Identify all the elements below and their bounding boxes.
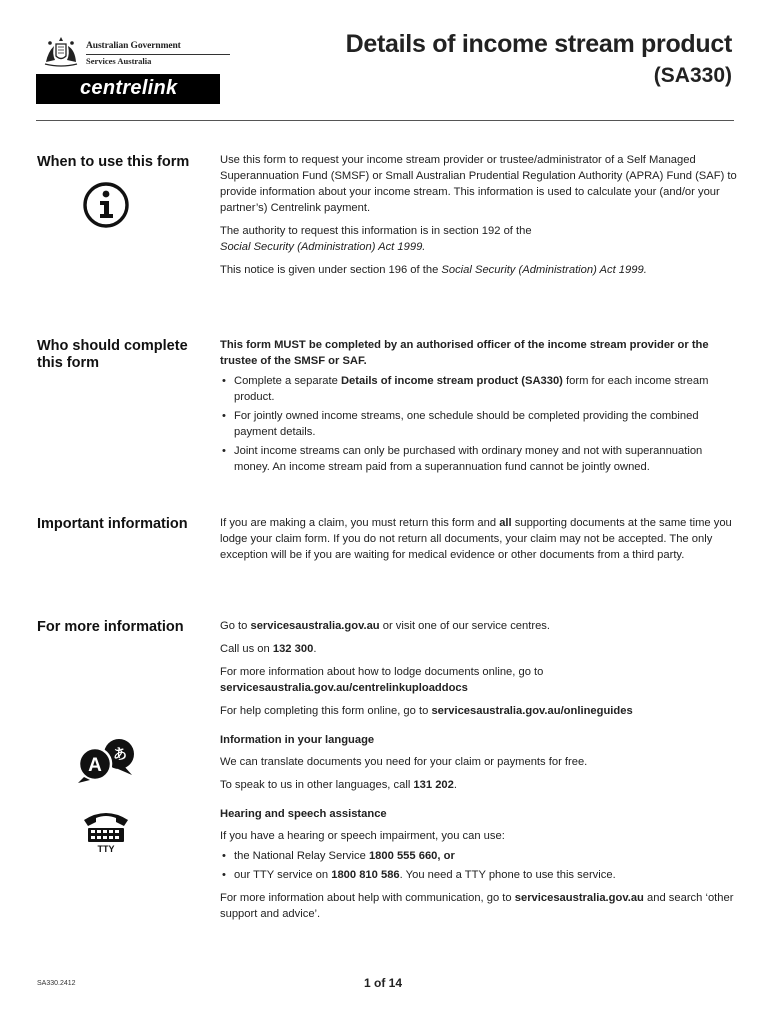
list-text: form for each income stream product. — [234, 375, 709, 403]
coat-of-arms-icon — [42, 34, 80, 68]
more-paragraph-4 — [220, 703, 738, 719]
info-icon — [81, 180, 131, 230]
when-paragraph-2 — [220, 223, 738, 255]
icon-letter-b: あ — [113, 747, 127, 763]
icon-letter-a: A — [88, 755, 102, 776]
list-item — [220, 848, 738, 864]
government-name: Australian Government — [86, 41, 181, 51]
more-text: Go to — [220, 620, 251, 632]
list-text: our TTY service on — [234, 869, 332, 881]
authority-text: The authority to request this information is in section 192 of the — [220, 225, 532, 237]
website-link[interactable]: servicesaustralia.gov.au — [250, 620, 380, 632]
more-text: . — [313, 643, 317, 655]
website-link[interactable]: servicesaustralia.gov.au — [514, 892, 644, 904]
page-number: 1 of 14 — [364, 976, 403, 990]
section-heading-who: Who should complete this form — [37, 338, 188, 371]
tty-phone-icon — [80, 806, 132, 854]
list-item — [220, 373, 738, 405]
more-paragraph-3 — [220, 664, 738, 696]
when-body — [220, 152, 738, 285]
online-guides-link[interactable]: servicesaustralia.gov.au/onlineguides — [431, 705, 633, 717]
form-version-code: SA330.2412 — [37, 980, 76, 987]
form-name: Details of income stream product (SA330) — [340, 375, 563, 387]
who-body — [220, 337, 738, 482]
centrelink-logo-text: centrelink — [80, 77, 178, 99]
when-paragraph-3 — [220, 262, 738, 278]
header-divider — [36, 120, 734, 121]
who-lead: This form MUST be completed by an authorised officer of the income stream provider or the trustee of the SMSF or SAF. — [220, 339, 709, 367]
important-body — [220, 515, 738, 570]
act-citation: Social Security (Administration) Act 1999. — [441, 264, 647, 276]
more-text: For help completing this form online, go to — [220, 705, 432, 717]
language-body — [220, 732, 738, 800]
more-text: Call us on — [220, 643, 273, 655]
important-text: If you are making a claim, you must return this form and — [220, 517, 500, 529]
hearing-heading: Hearing and speech assistance — [220, 808, 387, 820]
language-paragraph-2 — [220, 777, 738, 793]
language-paragraph-1: We can translate documents you need for your claim or payments for free. — [220, 756, 588, 768]
important-paragraph — [220, 515, 738, 563]
act-citation: Social Security (Administration) Act 1999. — [220, 241, 426, 253]
section-heading-more: For more information — [37, 619, 184, 635]
list-item: • For jointly owned income streams, one schedule should be completed providing the combined payment details. — [220, 408, 738, 440]
divider — [86, 54, 230, 55]
phone-number[interactable]: 1800 555 660, or — [368, 850, 455, 862]
hearing-paragraph-2 — [220, 890, 738, 922]
section-heading-important: Important information — [37, 516, 188, 532]
more-text: For more information about how to lodge documents online, go to — [220, 666, 544, 678]
language-heading: Information in your language — [220, 734, 375, 746]
more-body — [220, 618, 738, 726]
list-item — [220, 867, 738, 883]
more-paragraph-2 — [220, 641, 738, 657]
list-text: Complete a separate — [234, 375, 341, 387]
emphasis: all — [499, 517, 512, 529]
important-text: supporting documents at the same time you lodge your claim form. If you do not return all documents, your claim may not be accepted. The only exception will be if you are waiting for medical evidence or other documents from a third party. — [220, 517, 732, 561]
phone-number[interactable]: 1800 810 586 — [331, 869, 400, 881]
list-item: • Joint income streams can only be purchased with ordinary money and not with superannuation money. An income stream paid from a superannuation fund cannot be jointly owned. — [220, 443, 738, 475]
when-paragraph-1: Use this form to request your income stream provider or trustee/administrator of a Self Managed Superannuation Fund (SMSF) or Small Australian Prudential Regulation Authority (APRA) Fund (SAF) to provide information about your income stream. This information is used to calculate your (and/or your partner’s) Centrelink payment. — [220, 154, 737, 214]
hearing-text: and search ‘other support and advice’. — [220, 892, 734, 920]
page-title: Details of income stream product — [345, 30, 732, 58]
hearing-body — [220, 806, 738, 929]
list-text: the National Relay Service — [234, 850, 369, 862]
upload-docs-link[interactable]: servicesaustralia.gov.au/centrelinkuploaddocs — [220, 682, 468, 694]
form-code: (SA330) — [653, 64, 732, 87]
hearing-text: For more information about help with communication, go to — [220, 892, 515, 904]
more-paragraph-1 — [220, 618, 738, 634]
language-text: . — [453, 779, 457, 791]
list-text: . You need a TTY phone to use this service. — [399, 869, 616, 881]
notice-text: This notice is given under section 196 of the — [220, 264, 442, 276]
tty-icon-label: TTY — [97, 844, 115, 854]
who-list — [220, 373, 738, 475]
more-text: or visit one of our service centres. — [379, 620, 551, 632]
phone-number[interactable]: 132 300 — [272, 643, 314, 655]
translate-icon — [72, 737, 140, 783]
section-heading-when: When to use this form — [37, 154, 190, 170]
phone-number[interactable]: 131 202 — [413, 779, 454, 791]
hearing-list — [220, 848, 738, 883]
language-text: To speak to us in other languages, call — [220, 779, 414, 791]
centrelink-banner — [36, 74, 220, 104]
agency-name: Services Australia — [86, 56, 152, 66]
hearing-paragraph-1: If you have a hearing or speech impairment, you can use: — [220, 830, 505, 842]
